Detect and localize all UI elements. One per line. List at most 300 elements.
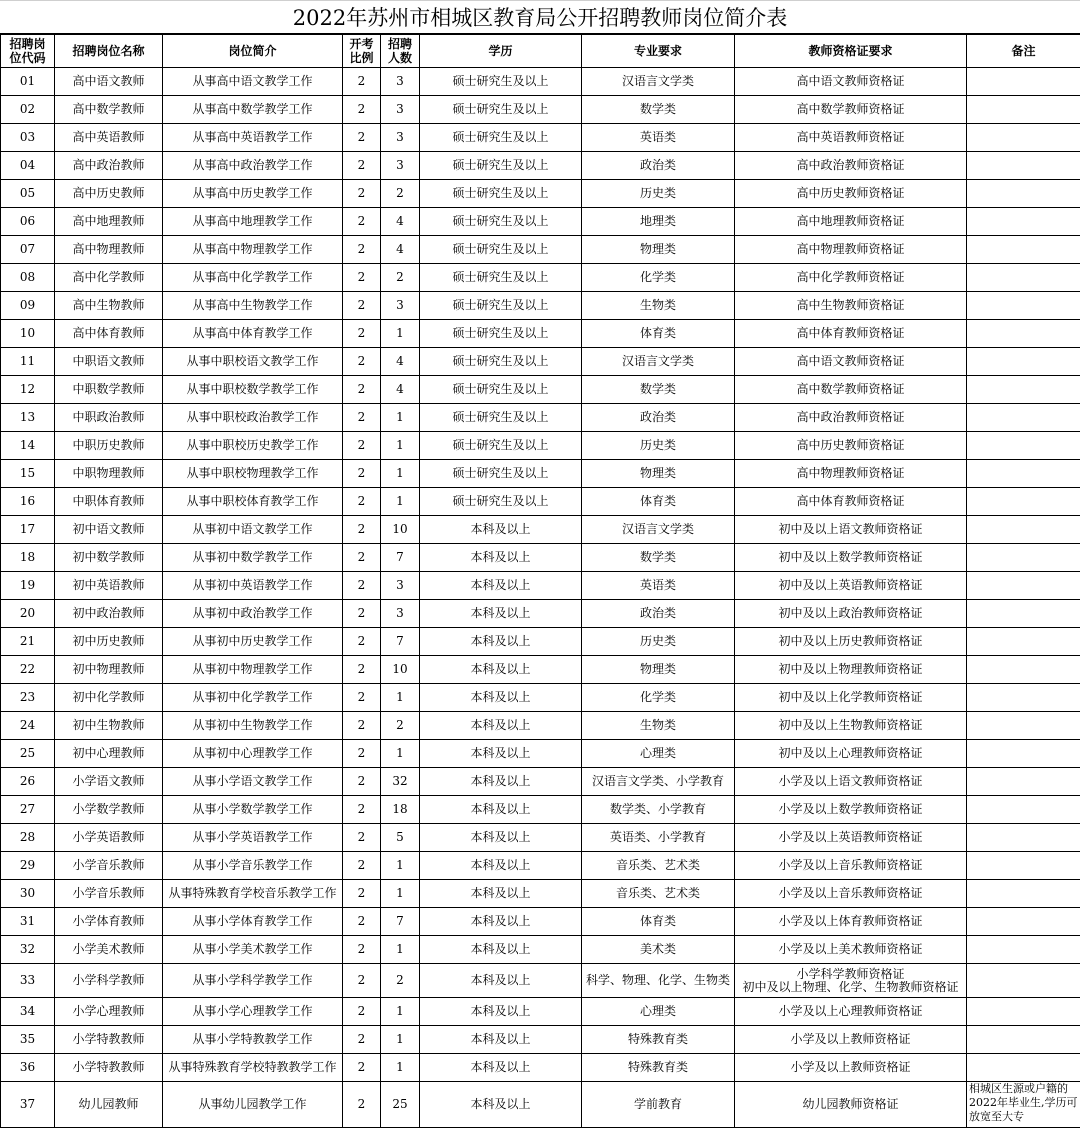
cell-desc: 从事小学美术教学工作	[163, 936, 343, 964]
cell-name: 中职历史教师	[55, 432, 163, 460]
cell-desc: 从事高中地理教学工作	[163, 208, 343, 236]
cell-name: 小学特教教师	[55, 1026, 163, 1054]
cell-note	[967, 740, 1080, 768]
cell-name: 小学语文教师	[55, 768, 163, 796]
cell-code: 26	[1, 768, 55, 796]
cell-name: 小学特教教师	[55, 1054, 163, 1082]
cell-count: 4	[381, 236, 420, 264]
cell-note	[967, 1026, 1080, 1054]
cell-desc: 从事中职校物理教学工作	[163, 460, 343, 488]
cell-note	[967, 880, 1080, 908]
cell-note	[967, 1054, 1080, 1082]
cell-name: 初中语文教师	[55, 516, 163, 544]
cell-name: 中职政治教师	[55, 404, 163, 432]
table-row	[1, 852, 1080, 880]
cell-note	[967, 96, 1080, 124]
cell-edu: 本科及以上	[420, 824, 582, 852]
cell-count: 25	[381, 1082, 420, 1128]
cell-name: 高中化学教师	[55, 264, 163, 292]
cell-cert: 小学及以上音乐教师资格证	[735, 852, 967, 880]
cell-edu: 硕士研究生及以上	[420, 432, 582, 460]
table-row	[1, 908, 1080, 936]
cell-edu: 本科及以上	[420, 908, 582, 936]
cell-major: 历史类	[582, 180, 735, 208]
cell-major: 政治类	[582, 600, 735, 628]
cell-ratio: 2	[343, 124, 381, 152]
cell-major: 英语类、小学教育	[582, 824, 735, 852]
table-row	[1, 432, 1080, 460]
cell-note	[967, 152, 1080, 180]
table-header	[1, 35, 1080, 68]
cell-name: 高中生物教师	[55, 292, 163, 320]
cell-edu: 硕士研究生及以上	[420, 376, 582, 404]
cell-edu: 硕士研究生及以上	[420, 320, 582, 348]
cell-ratio: 2	[343, 712, 381, 740]
cell-cert: 小学及以上音乐教师资格证	[735, 880, 967, 908]
header-count	[381, 35, 420, 68]
cell-code: 09	[1, 292, 55, 320]
cell-note	[967, 600, 1080, 628]
cell-name: 高中体育教师	[55, 320, 163, 348]
table-row	[1, 180, 1080, 208]
cell-desc: 从事初中生物教学工作	[163, 712, 343, 740]
header-row	[1, 35, 1080, 68]
cell-note: 相城区生源或户籍的2022年毕业生,学历可放宽至大专	[967, 1082, 1080, 1128]
cell-desc: 从事高中物理教学工作	[163, 236, 343, 264]
cell-desc: 从事高中语文教学工作	[163, 68, 343, 96]
cell-code: 20	[1, 600, 55, 628]
cell-ratio: 2	[343, 208, 381, 236]
cell-code: 31	[1, 908, 55, 936]
cell-code: 33	[1, 964, 55, 998]
table-row	[1, 998, 1080, 1026]
cell-code: 30	[1, 880, 55, 908]
cell-ratio: 2	[343, 460, 381, 488]
cell-name: 高中历史教师	[55, 180, 163, 208]
cell-major: 特殊教育类	[582, 1054, 735, 1082]
cell-edu: 硕士研究生及以上	[420, 488, 582, 516]
cell-code: 24	[1, 712, 55, 740]
cell-edu: 本科及以上	[420, 712, 582, 740]
table-row	[1, 600, 1080, 628]
cell-major: 特殊教育类	[582, 1026, 735, 1054]
cell-note	[967, 404, 1080, 432]
cell-ratio: 2	[343, 852, 381, 880]
cell-name: 小学英语教师	[55, 824, 163, 852]
cell-edu: 硕士研究生及以上	[420, 264, 582, 292]
cell-edu: 硕士研究生及以上	[420, 68, 582, 96]
cell-ratio: 2	[343, 740, 381, 768]
cell-desc: 从事初中历史教学工作	[163, 628, 343, 656]
cell-ratio: 2	[343, 908, 381, 936]
cell-ratio: 2	[343, 264, 381, 292]
header-ratio-line2: 比例	[349, 51, 374, 65]
cell-cert: 高中政治教师资格证	[735, 152, 967, 180]
cell-code: 01	[1, 68, 55, 96]
cell-major: 数学类	[582, 96, 735, 124]
cell-ratio: 2	[343, 152, 381, 180]
cell-note	[967, 768, 1080, 796]
cell-major: 历史类	[582, 628, 735, 656]
cell-name: 高中语文教师	[55, 68, 163, 96]
header-ratio	[343, 35, 381, 68]
cell-edu: 本科及以上	[420, 628, 582, 656]
cell-ratio: 2	[343, 572, 381, 600]
header-note: 备注	[967, 35, 1080, 68]
cell-cert: 小学及以上数学教师资格证	[735, 796, 967, 824]
cell-code: 19	[1, 572, 55, 600]
cell-desc: 从事小学语文教学工作	[163, 768, 343, 796]
cell-code: 12	[1, 376, 55, 404]
cell-desc: 从事高中生物教学工作	[163, 292, 343, 320]
table-row	[1, 544, 1080, 572]
cell-desc: 从事初中政治教学工作	[163, 600, 343, 628]
cell-desc: 从事小学体育教学工作	[163, 908, 343, 936]
cell-note	[967, 936, 1080, 964]
cell-count: 3	[381, 600, 420, 628]
cell-ratio: 2	[343, 488, 381, 516]
cell-name: 中职物理教师	[55, 460, 163, 488]
cell-edu: 本科及以上	[420, 964, 582, 998]
cell-major: 音乐类、艺术类	[582, 880, 735, 908]
cell-code: 17	[1, 516, 55, 544]
cell-code: 02	[1, 96, 55, 124]
cell-desc: 从事特殊教育学校特教教学工作	[163, 1054, 343, 1082]
cell-desc: 从事特殊教育学校音乐教学工作	[163, 880, 343, 908]
table-row	[1, 68, 1080, 96]
cell-code: 16	[1, 488, 55, 516]
cell-edu: 硕士研究生及以上	[420, 404, 582, 432]
cell-code: 04	[1, 152, 55, 180]
cell-ratio: 2	[343, 348, 381, 376]
table-row	[1, 712, 1080, 740]
cell-note	[967, 292, 1080, 320]
cell-desc: 从事小学心理教学工作	[163, 998, 343, 1026]
table-row	[1, 684, 1080, 712]
cell-major: 心理类	[582, 740, 735, 768]
cell-cert: 高中体育教师资格证	[735, 488, 967, 516]
cell-note	[967, 208, 1080, 236]
cell-code: 22	[1, 656, 55, 684]
cell-count: 3	[381, 68, 420, 96]
cell-cert: 高中数学教师资格证	[735, 376, 967, 404]
cell-desc: 从事高中化学教学工作	[163, 264, 343, 292]
cell-major: 心理类	[582, 998, 735, 1026]
cell-cert-line2: 初中及以上物理、化学、生物教师资格证	[742, 979, 959, 994]
cell-major: 体育类	[582, 908, 735, 936]
cell-count: 3	[381, 96, 420, 124]
cell-major: 数学类	[582, 544, 735, 572]
cell-cert: 高中物理教师资格证	[735, 236, 967, 264]
cell-code: 23	[1, 684, 55, 712]
cell-code: 37	[1, 1082, 55, 1128]
cell-edu: 本科及以上	[420, 1082, 582, 1128]
cell-major: 生物类	[582, 712, 735, 740]
cell-count: 3	[381, 124, 420, 152]
cell-cert: 高中语文教师资格证	[735, 68, 967, 96]
cell-ratio: 2	[343, 180, 381, 208]
cell-note	[967, 796, 1080, 824]
cell-ratio: 2	[343, 1054, 381, 1082]
cell-major: 体育类	[582, 320, 735, 348]
header-code	[1, 35, 55, 68]
cell-desc: 从事小学特教教学工作	[163, 1026, 343, 1054]
cell-count: 1	[381, 320, 420, 348]
cell-note	[967, 544, 1080, 572]
cell-desc: 从事幼儿园教学工作	[163, 1082, 343, 1128]
cell-edu: 硕士研究生及以上	[420, 124, 582, 152]
cell-code: 03	[1, 124, 55, 152]
cell-count: 1	[381, 998, 420, 1026]
cell-name: 小学音乐教师	[55, 852, 163, 880]
cell-name: 中职体育教师	[55, 488, 163, 516]
table-row	[1, 768, 1080, 796]
cell-note	[967, 908, 1080, 936]
cell-major: 化学类	[582, 264, 735, 292]
cell-cert: 初中及以上历史教师资格证	[735, 628, 967, 656]
cell-ratio: 2	[343, 516, 381, 544]
cell-major: 数学类	[582, 376, 735, 404]
cell-note	[967, 124, 1080, 152]
header-code-line2: 位代码	[9, 51, 46, 65]
cell-cert: 高中英语教师资格证	[735, 124, 967, 152]
cell-major: 生物类	[582, 292, 735, 320]
cell-count: 4	[381, 208, 420, 236]
cell-desc: 从事高中英语教学工作	[163, 124, 343, 152]
cell-major: 英语类	[582, 124, 735, 152]
cell-count: 1	[381, 1026, 420, 1054]
cell-major: 汉语言文学类、小学教育	[582, 768, 735, 796]
table-row	[1, 236, 1080, 264]
cell-name: 高中数学教师	[55, 96, 163, 124]
cell-code: 35	[1, 1026, 55, 1054]
cell-ratio: 2	[343, 998, 381, 1026]
cell-cert: 幼儿园教师资格证	[735, 1082, 967, 1128]
cell-major: 英语类	[582, 572, 735, 600]
cell-major: 汉语言文学类	[582, 68, 735, 96]
cell-count: 1	[381, 936, 420, 964]
cell-name: 高中政治教师	[55, 152, 163, 180]
cell-cert: 高中政治教师资格证	[735, 404, 967, 432]
cell-cert: 初中及以上物理教师资格证	[735, 656, 967, 684]
cell-cert: 高中历史教师资格证	[735, 180, 967, 208]
cell-code: 18	[1, 544, 55, 572]
cell-ratio: 2	[343, 936, 381, 964]
cell-count: 10	[381, 516, 420, 544]
cell-count: 18	[381, 796, 420, 824]
cell-count: 1	[381, 432, 420, 460]
cell-ratio: 2	[343, 68, 381, 96]
cell-count: 5	[381, 824, 420, 852]
cell-desc: 从事高中数学教学工作	[163, 96, 343, 124]
cell-cert: 小学及以上教师资格证	[735, 1054, 967, 1082]
header-code-line1: 招聘岗	[9, 37, 46, 51]
cell-edu: 本科及以上	[420, 796, 582, 824]
cell-desc: 从事中职校体育教学工作	[163, 488, 343, 516]
table-row	[1, 936, 1080, 964]
cell-note	[967, 516, 1080, 544]
cell-code: 21	[1, 628, 55, 656]
cell-name: 小学体育教师	[55, 908, 163, 936]
table-row	[1, 376, 1080, 404]
cell-desc: 从事初中数学教学工作	[163, 544, 343, 572]
cell-major: 化学类	[582, 684, 735, 712]
cell-edu: 本科及以上	[420, 656, 582, 684]
cell-edu: 硕士研究生及以上	[420, 236, 582, 264]
cell-edu: 本科及以上	[420, 572, 582, 600]
cell-ratio: 2	[343, 684, 381, 712]
cell-desc: 从事小学数学教学工作	[163, 796, 343, 824]
cell-cert	[735, 964, 967, 998]
cell-code: 28	[1, 824, 55, 852]
table-row	[1, 740, 1080, 768]
cell-major: 历史类	[582, 432, 735, 460]
cell-ratio: 2	[343, 964, 381, 998]
cell-code: 29	[1, 852, 55, 880]
cell-desc: 从事中职校历史教学工作	[163, 432, 343, 460]
cell-count: 1	[381, 404, 420, 432]
cell-note	[967, 712, 1080, 740]
cell-note	[967, 824, 1080, 852]
cell-desc: 从事中职校数学教学工作	[163, 376, 343, 404]
table-row	[1, 488, 1080, 516]
cell-desc: 从事高中历史教学工作	[163, 180, 343, 208]
cell-note	[967, 628, 1080, 656]
header-cert: 教师资格证要求	[735, 35, 967, 68]
table-row	[1, 96, 1080, 124]
header-count-line1: 招聘	[387, 37, 412, 51]
cell-desc: 从事高中体育教学工作	[163, 320, 343, 348]
cell-ratio: 2	[343, 544, 381, 572]
cell-note	[967, 180, 1080, 208]
cell-name: 中职数学教师	[55, 376, 163, 404]
cell-cert: 高中语文教师资格证	[735, 348, 967, 376]
cell-ratio: 2	[343, 1082, 381, 1128]
cell-name: 初中政治教师	[55, 600, 163, 628]
header-desc: 岗位简介	[163, 35, 343, 68]
cell-ratio: 2	[343, 320, 381, 348]
cell-ratio: 2	[343, 96, 381, 124]
cell-count: 2	[381, 712, 420, 740]
cell-name: 初中化学教师	[55, 684, 163, 712]
cell-note	[967, 488, 1080, 516]
cell-count: 3	[381, 152, 420, 180]
cell-major: 科学、物理、化学、生物类	[582, 964, 735, 998]
cell-count: 2	[381, 264, 420, 292]
cell-major: 政治类	[582, 152, 735, 180]
cell-major: 政治类	[582, 404, 735, 432]
cell-edu: 本科及以上	[420, 516, 582, 544]
cell-desc: 从事小学英语教学工作	[163, 824, 343, 852]
table-row	[1, 628, 1080, 656]
cell-note	[967, 460, 1080, 488]
cell-ratio: 2	[343, 796, 381, 824]
cell-code: 06	[1, 208, 55, 236]
cell-edu: 硕士研究生及以上	[420, 292, 582, 320]
cell-edu: 硕士研究生及以上	[420, 152, 582, 180]
cell-ratio: 2	[343, 292, 381, 320]
cell-name: 初中历史教师	[55, 628, 163, 656]
cell-code: 27	[1, 796, 55, 824]
cell-code: 14	[1, 432, 55, 460]
cell-edu: 本科及以上	[420, 1054, 582, 1082]
cell-count: 1	[381, 740, 420, 768]
table-row	[1, 880, 1080, 908]
cell-edu: 本科及以上	[420, 740, 582, 768]
cell-edu: 本科及以上	[420, 544, 582, 572]
cell-cert: 高中化学教师资格证	[735, 264, 967, 292]
cell-cert: 初中及以上心理教师资格证	[735, 740, 967, 768]
header-name: 招聘岗位名称	[55, 35, 163, 68]
cell-code: 07	[1, 236, 55, 264]
cell-note	[967, 852, 1080, 880]
header-ratio-line1: 开考	[349, 37, 374, 51]
cell-name: 小学科学教师	[55, 964, 163, 998]
table-row	[1, 964, 1080, 998]
table-row	[1, 1082, 1080, 1128]
table-row	[1, 124, 1080, 152]
cell-count: 3	[381, 292, 420, 320]
cell-ratio: 2	[343, 628, 381, 656]
cell-major: 体育类	[582, 488, 735, 516]
cell-desc: 从事初中化学教学工作	[163, 684, 343, 712]
cell-edu: 硕士研究生及以上	[420, 96, 582, 124]
cell-major: 音乐类、艺术类	[582, 852, 735, 880]
cell-count: 1	[381, 488, 420, 516]
cell-code: 34	[1, 998, 55, 1026]
cell-major: 汉语言文学类	[582, 516, 735, 544]
table-row	[1, 320, 1080, 348]
cell-ratio: 2	[343, 600, 381, 628]
cell-ratio: 2	[343, 824, 381, 852]
cell-code: 15	[1, 460, 55, 488]
cell-count: 1	[381, 852, 420, 880]
cell-count: 1	[381, 460, 420, 488]
table-row	[1, 824, 1080, 852]
cell-count: 4	[381, 348, 420, 376]
cell-count: 3	[381, 572, 420, 600]
cell-note	[967, 320, 1080, 348]
cell-ratio: 2	[343, 404, 381, 432]
cell-name: 初中生物教师	[55, 712, 163, 740]
cell-count: 10	[381, 656, 420, 684]
cell-major: 数学类、小学教育	[582, 796, 735, 824]
cell-note	[967, 572, 1080, 600]
cell-edu: 本科及以上	[420, 936, 582, 964]
cell-name: 中职语文教师	[55, 348, 163, 376]
cell-desc: 从事小学科学教学工作	[163, 964, 343, 998]
cell-major: 物理类	[582, 656, 735, 684]
cell-name: 高中地理教师	[55, 208, 163, 236]
cell-code: 32	[1, 936, 55, 964]
cell-ratio: 2	[343, 1026, 381, 1054]
cell-major: 汉语言文学类	[582, 348, 735, 376]
cell-note	[967, 432, 1080, 460]
cell-cert: 小学及以上体育教师资格证	[735, 908, 967, 936]
cell-name: 小学心理教师	[55, 998, 163, 1026]
cell-cert: 初中及以上生物教师资格证	[735, 712, 967, 740]
cell-name: 高中英语教师	[55, 124, 163, 152]
cell-cert: 高中数学教师资格证	[735, 96, 967, 124]
cell-desc: 从事初中英语教学工作	[163, 572, 343, 600]
cell-count: 1	[381, 880, 420, 908]
cell-note	[967, 684, 1080, 712]
cell-major: 物理类	[582, 236, 735, 264]
cell-edu: 本科及以上	[420, 880, 582, 908]
cell-code: 25	[1, 740, 55, 768]
cell-edu: 本科及以上	[420, 1026, 582, 1054]
cell-major: 学前教育	[582, 1082, 735, 1128]
